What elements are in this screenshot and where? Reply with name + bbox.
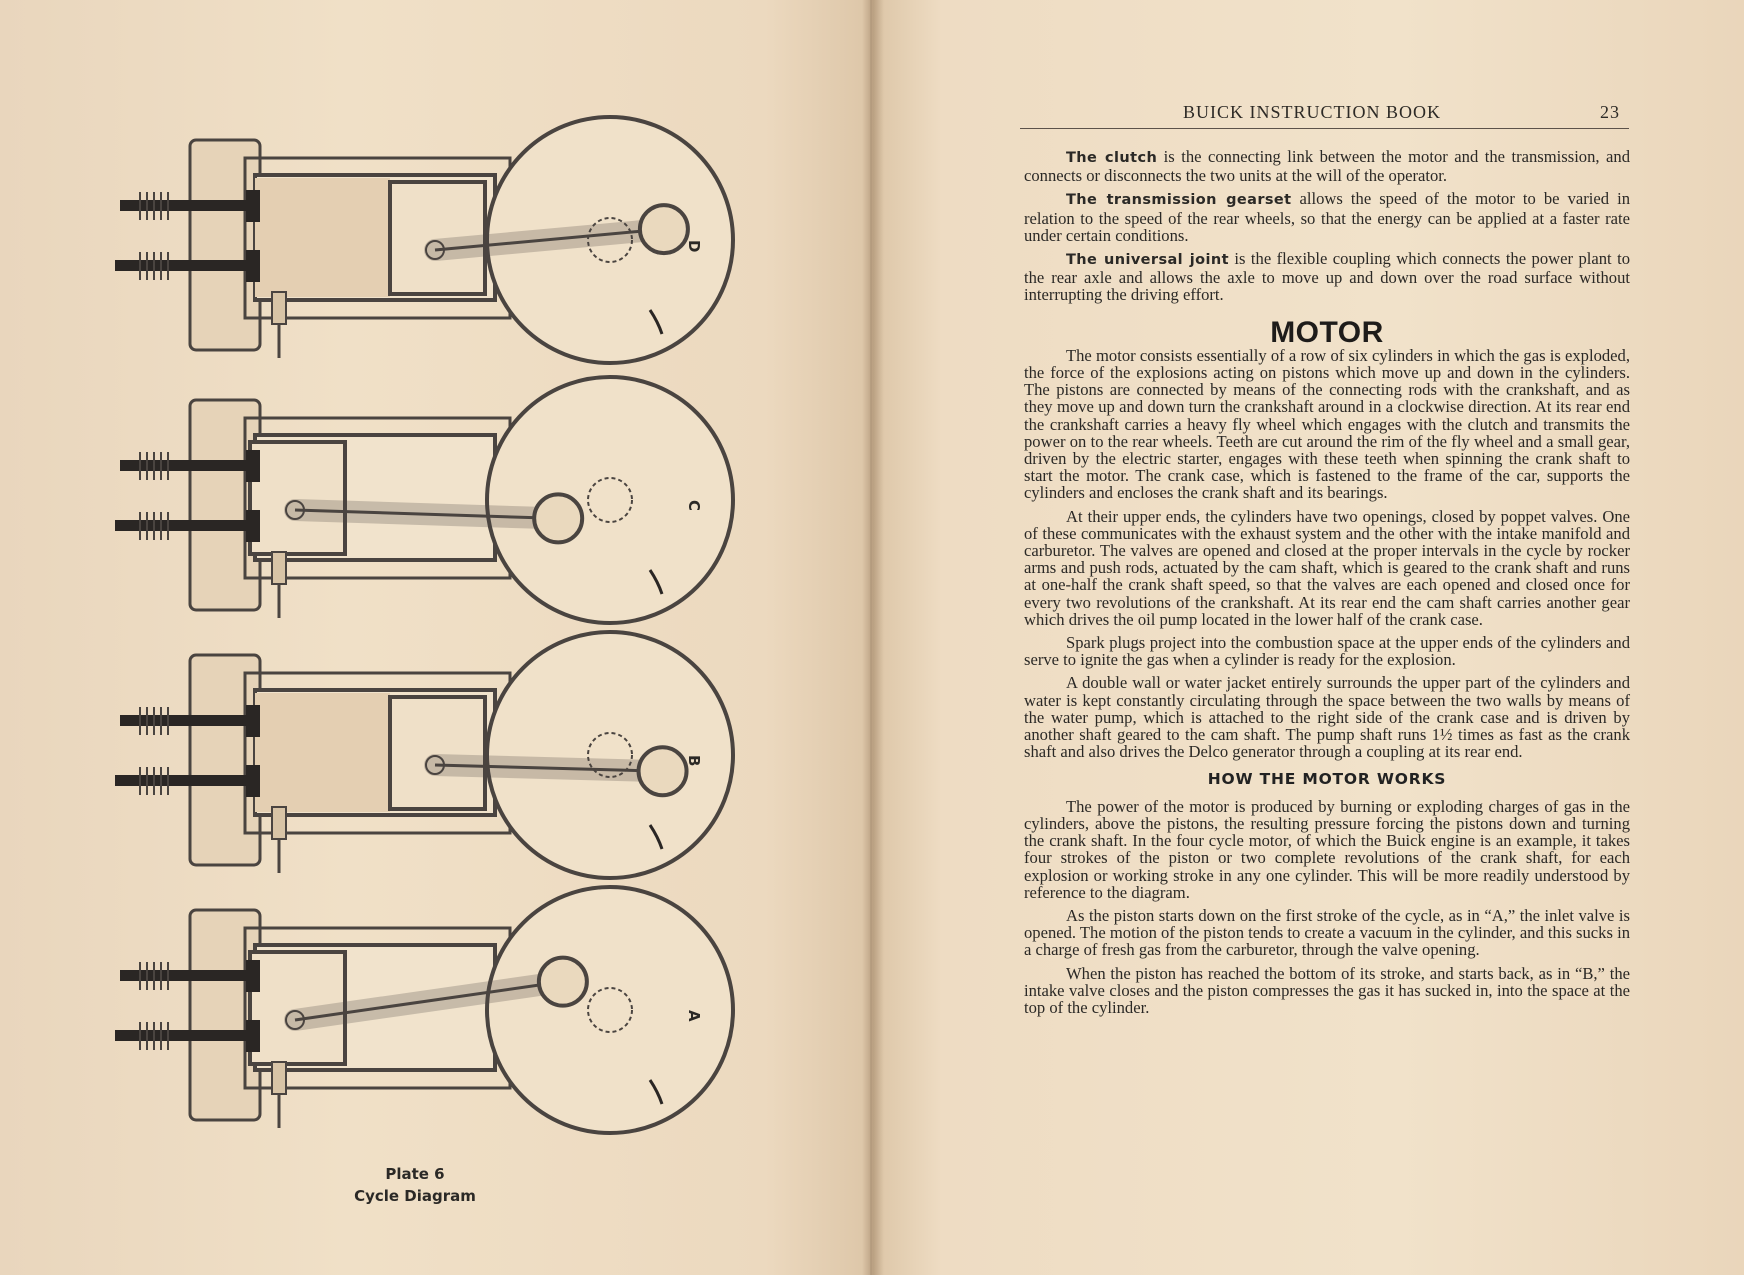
exhaust-valve-stem — [115, 775, 260, 786]
book-gutter — [862, 0, 884, 1275]
engine-section — [115, 117, 733, 363]
piston — [390, 697, 485, 809]
spark-plug — [272, 1062, 286, 1094]
body-text — [1024, 148, 1630, 1022]
term-clutch: The clutch — [1066, 150, 1158, 166]
intake-valve-head — [246, 960, 260, 992]
exhaust-valve-stem — [115, 260, 260, 271]
engine-section — [115, 377, 733, 623]
piston — [250, 442, 345, 554]
exhaust-valve-stem — [115, 1030, 260, 1041]
figure-caption — [330, 1163, 500, 1207]
intake-valve-head — [246, 190, 260, 222]
section-title-motor: MOTOR — [1270, 315, 1384, 349]
exhaust-valve-head — [246, 1020, 260, 1052]
intake-valve-head — [246, 450, 260, 482]
paragraph-works-1: The power of the motor is produced by burning or exploding charges of gas in the cylinders, above the pistons, the resulting pressure forcing the pistons down and turning the crank shaft. In the four cycle motor, of which the Buick engine is an example, it takes four strokes of the piston or two complete revolutions of the crank shaft, for each explosion or working stroke in any one cylinder. This will be more readily understood by reference to the diagram. — [1024, 796, 1630, 902]
intake-valve-head — [246, 705, 260, 737]
stage-label: B — [685, 755, 703, 767]
engine-section — [115, 887, 733, 1133]
universal-joint-text: is the flexible coupling which connects the power plant to the rear axle and allows the axle to move up and down over the road surface without interrupting the driving effort. — [1024, 249, 1630, 305]
paragraph-works-3: When the piston has reached the bottom of its stroke, and starts back, as in “B,” the intake valve closes and the piston compresses the gas it has sucked in, into the space at the top of the cylinder. — [1024, 963, 1630, 1017]
paragraph-motor-1: The motor consists essentially of a row of six cylinders in which the gas is exploded, the force of the explosions acting on pistons which move up and down in the cylinders. The pistons are connected by means of the connecting rods with the crankshaft, and as they move up and down turn the crankshaft around in a clockwise direction. At its rear end the crankshaft carries a heavy fly wheel which engages with the clutch and transmits the power on to the rear wheels. Teeth are cut around the rim of the fly wheel and a small gear, driven by the electric starter, engages with these teeth when spinning the crank shaft to start the motor. The crank case, which is fastened to the frame of the car, supports the cylinders and encloses the crank shaft and its bearings. — [1024, 345, 1630, 503]
term-transmission: The transmission gearset — [1066, 192, 1292, 209]
exhaust-valve-head — [246, 510, 260, 542]
exhaust-valve-stem — [115, 520, 260, 531]
subsection-title: HOW THE MOTOR WORKS — [1207, 769, 1447, 788]
paragraph-motor-4: A double wall or water jacket entirely surrounds the upper part of the cylinders and water is kept constantly circulating through the space between the two walls by means of the water pump, which is attached to the right side of the crank case and is driven by another shaft geared to the cam shaft. The pump shaft runs 1½ times as fast as the crank shaft and also drives the Delco generator through a coupling at its rear end. — [1024, 673, 1630, 762]
spark-plug — [272, 292, 286, 324]
running-title: BUICK INSTRUCTION BOOK — [1183, 102, 1442, 122]
cycle-diagram — [0, 0, 870, 1275]
spark-plug — [272, 552, 286, 584]
exhaust-valve-head — [246, 250, 260, 282]
combustion-gas — [255, 693, 390, 812]
plate-label: Plate 6 — [385, 1165, 445, 1183]
paragraph-motor-2: At their upper ends, the cylinders have two openings, closed by poppet valves. One of these communicates with the exhaust system and the other with the intake manifold and carburetor. The valves are opened and closed at the proper intervals in the cycle by rocker arms and push rods, actuated by the cam shaft, which is geared to the crank shaft and runs at one-half the crank shaft speed, so that the valves are each opened and closed once for every two revolutions of the crankshaft. At its rear end the cam shaft carries another gear which drives the oil pump located in the lower half of the crank case. — [1024, 506, 1630, 629]
clutch-text: is the connecting link between the motor and the transmission, and connects or disconnects the two units at the will of the operator. — [1024, 147, 1630, 186]
header-rule — [1020, 128, 1629, 129]
paragraph-universal-joint — [1024, 250, 1630, 304]
crank-pin — [534, 494, 582, 542]
crank-pin — [539, 958, 587, 1006]
plate-title: Cycle Diagram — [354, 1187, 476, 1205]
paragraph-transmission — [1024, 190, 1630, 244]
paragraph-clutch — [1024, 148, 1630, 184]
transmission-text: allows the speed of the motor to be varied in relation to the speed of the rear wheels, so that the energy can be applied at a faster rate under certain conditions. — [1024, 189, 1630, 245]
stage-label: C — [685, 500, 703, 512]
exhaust-valve-head — [246, 765, 260, 797]
stage-label: D — [685, 240, 703, 253]
stage-label: A — [685, 1010, 703, 1022]
page-number: 23 — [1600, 102, 1620, 122]
term-universal-joint: The universal joint — [1066, 252, 1229, 269]
paragraph-works-2: As the piston starts down on the first stroke of the cycle, as in “A,” the inlet valve is opened. The motion of the piston tends to create a vacuum in the cylinder, and this sucks in a charge of fresh gas from the carburetor, through the valve opening. — [1024, 905, 1630, 960]
engine-section — [115, 632, 733, 878]
crank-pin — [639, 747, 687, 795]
crank-pin — [640, 205, 688, 253]
paragraph-motor-3: Spark plugs project into the combustion space at the upper ends of the cylinders and serve to ignite the gas when a cylinder is ready for the explosion. — [1024, 633, 1630, 670]
left-page — [0, 0, 870, 1275]
combustion-gas — [255, 178, 390, 297]
spark-plug — [272, 807, 286, 839]
